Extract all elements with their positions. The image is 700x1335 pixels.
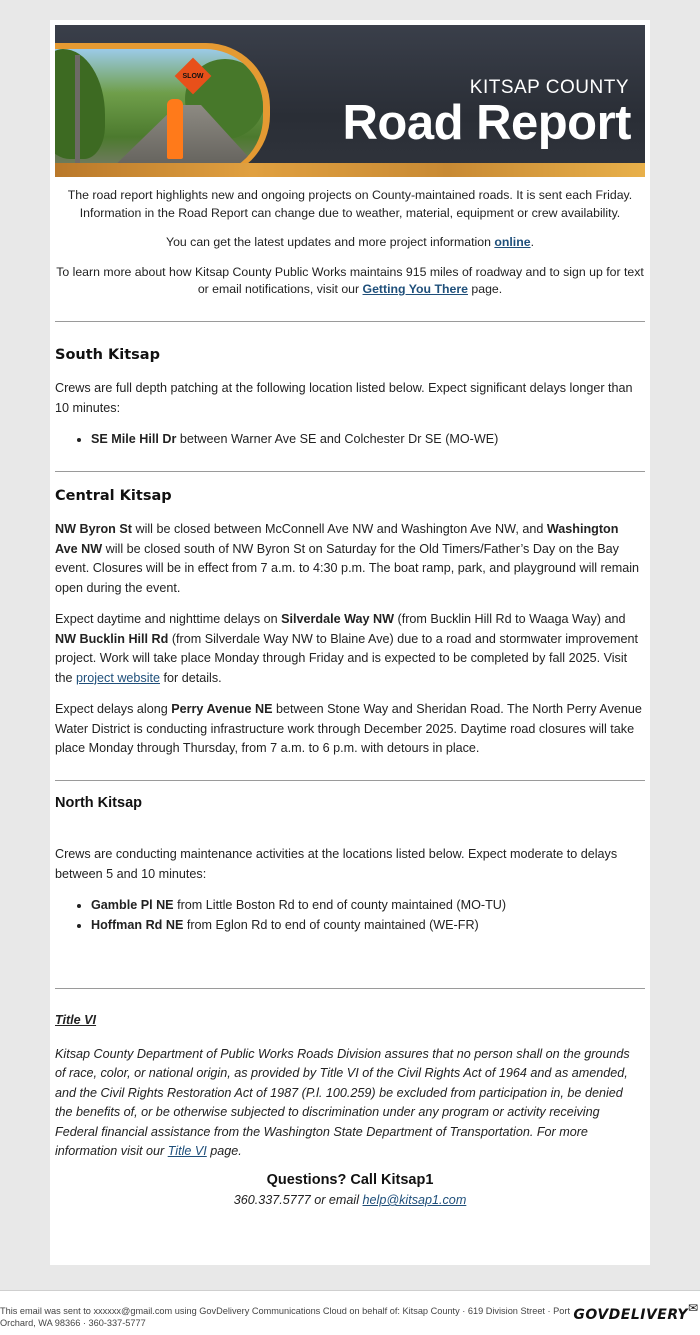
title-vi-text	[55, 1045, 643, 1162]
email-link[interactable]: help@kitsap1.com	[362, 1193, 467, 1207]
banner-county: KITSAP COUNTY	[469, 77, 629, 98]
title-vi-heading: Title VI	[55, 1013, 97, 1027]
project-website-link[interactable]: project website	[76, 670, 161, 685]
pole-shape	[75, 55, 80, 175]
list-item	[91, 916, 643, 936]
list-item	[91, 430, 643, 450]
text-run: between Stone Way and Sheridan Road. The North Perry Avenue Water District is conducting infrastructure work through December 2025. Daytime road closures will take place Monday through Thursday, from 7 a.m. to 6 p.m. with detours in place.	[55, 702, 642, 755]
intro-block	[55, 187, 645, 299]
north-list	[55, 896, 643, 935]
intro-paragraph-1: The road report highlights new and ongoing projects on County-maintained roads. It is sent each Friday. Information in the Road Report can change due to weather, material, equipment or crew availability.	[67, 188, 633, 220]
contact-phone: 360.337.5777 or email	[233, 1193, 363, 1207]
contact-block	[55, 1172, 645, 1207]
divider	[55, 471, 645, 472]
road-name: Washington Ave NW	[55, 522, 619, 556]
title-vi-section	[55, 1011, 643, 1162]
envelope-icon: ✉	[687, 1301, 698, 1315]
south-text: Crews are full depth patching at the following location listed below. Expect significant delays longer than 10 minutes:	[55, 381, 633, 415]
central-paragraph-3	[55, 700, 643, 759]
divider	[55, 780, 645, 781]
text-run: Expect daytime and nighttime delays on	[55, 612, 282, 626]
central-paragraph-1	[55, 520, 643, 598]
text-run: (from Bucklin Hill Rd to Waaga Way) and	[394, 612, 626, 626]
intro-p3-text: To learn more about how Kitsap County Public Works maintains 915 miles of roadway and to sign up for text or email notifications, visit our	[56, 264, 644, 296]
tree-shape	[55, 49, 105, 159]
section-title-north: North Kitsap	[55, 795, 142, 811]
text-run: will be closed between McConnell Ave NW and Washington Ave NW, and	[131, 522, 547, 536]
intro-p2-text: You can get the latest updates and more project information	[166, 235, 495, 249]
road-name: Gamble Pl NE	[91, 898, 174, 912]
footer-text: This email was sent to xxxxxx@gmail.com using GovDelivery Communications Cloud on behalf of: Kitsap County · 619 Division Street · Port Orchard, WA 98366 · 360-337-5777	[0, 1306, 570, 1328]
text-run: Expect delays along	[55, 702, 172, 716]
central-paragraph-2	[55, 610, 643, 688]
flagger-worker	[167, 99, 183, 159]
north-text: Crews are conducting maintenance activities at the locations listed below. Expect moderate to delays between 5 and 10 minutes:	[55, 847, 618, 881]
getting-you-there-link[interactable]: Getting You There	[362, 282, 468, 296]
south-list	[55, 430, 643, 450]
road-detail: from Eglon Rd to end of county maintained (WE-FR)	[183, 917, 479, 932]
road-name: NW Byron St	[55, 522, 132, 536]
email-card	[50, 20, 650, 1265]
intro-p3-suffix: page.	[467, 282, 503, 296]
text-run: will be closed south of NW Byron St on Saturday for the Old Timers/Father’s Day on the Bay event. Closures will be in effect from 7 a.m. to 4:30 p.m. The boat ramp, park, and playground will remain open during the event.	[55, 541, 640, 595]
divider	[55, 988, 645, 989]
text-run: Kitsap County Department of Public Works Roads Division assures that no person shall on the grounds of race, color, or national origin, as provided by Title VI of the Civil Rights Act of 1964 and as amended, and the Civil Rights Restoration Act of 1987 (P.l. 100.259) be excluded from participation in, be denied the benefits of, or be otherwise subjected to discrimination under any program or activity receiving Federal financial assistance from the Washington State Department of Transportation. For more information visit our	[55, 1046, 630, 1158]
contact-heading: Questions? Call Kitsap1	[266, 1172, 434, 1188]
text-run: (from Silverdale Way NW to Blaine Ave) due to a road and stormwater improvement project. Work will take place Monday through Friday and is expected to be completed by fall 2025. Visit the	[55, 631, 639, 685]
banner-stripe	[55, 163, 645, 177]
road-detail: between Warner Ave SE and Colchester Dr SE (MO-WE)	[176, 432, 499, 446]
central-section	[55, 520, 643, 759]
section-title-south: South Kitsap	[55, 347, 160, 363]
banner-photo	[55, 49, 263, 175]
divider	[55, 321, 645, 322]
contact-line	[55, 1193, 645, 1207]
list-item	[91, 896, 643, 916]
south-section	[55, 379, 643, 450]
section-title-central: Central Kitsap	[55, 488, 172, 504]
intro-p2-suffix: .	[530, 235, 534, 249]
road-name: Hoffman Rd NE	[91, 917, 184, 932]
road-detail: from Little Boston Rd to end of county maintained (MO-TU)	[173, 898, 507, 912]
road-name: SE Mile Hill Dr	[91, 432, 177, 446]
banner-title: Road Report	[342, 96, 631, 150]
intro-paragraph-2	[55, 234, 645, 252]
slow-sign-text: SLOW	[182, 72, 204, 80]
text-run: for details.	[160, 670, 222, 685]
text-run: page.	[206, 1144, 242, 1158]
online-link[interactable]: online	[494, 235, 531, 249]
road-report-banner	[55, 25, 645, 177]
footer	[0, 1290, 700, 1335]
title-vi-link[interactable]: Title VI	[167, 1144, 207, 1158]
road-name: Perry Avenue NE	[171, 702, 273, 716]
intro-paragraph-3	[55, 264, 645, 299]
road-name: NW Bucklin Hill Rd	[55, 631, 169, 646]
govdelivery-logo[interactable]: GOVDELIVERY	[573, 1307, 688, 1323]
north-section	[55, 845, 643, 935]
road-name: Silverdale Way NW	[281, 612, 395, 626]
